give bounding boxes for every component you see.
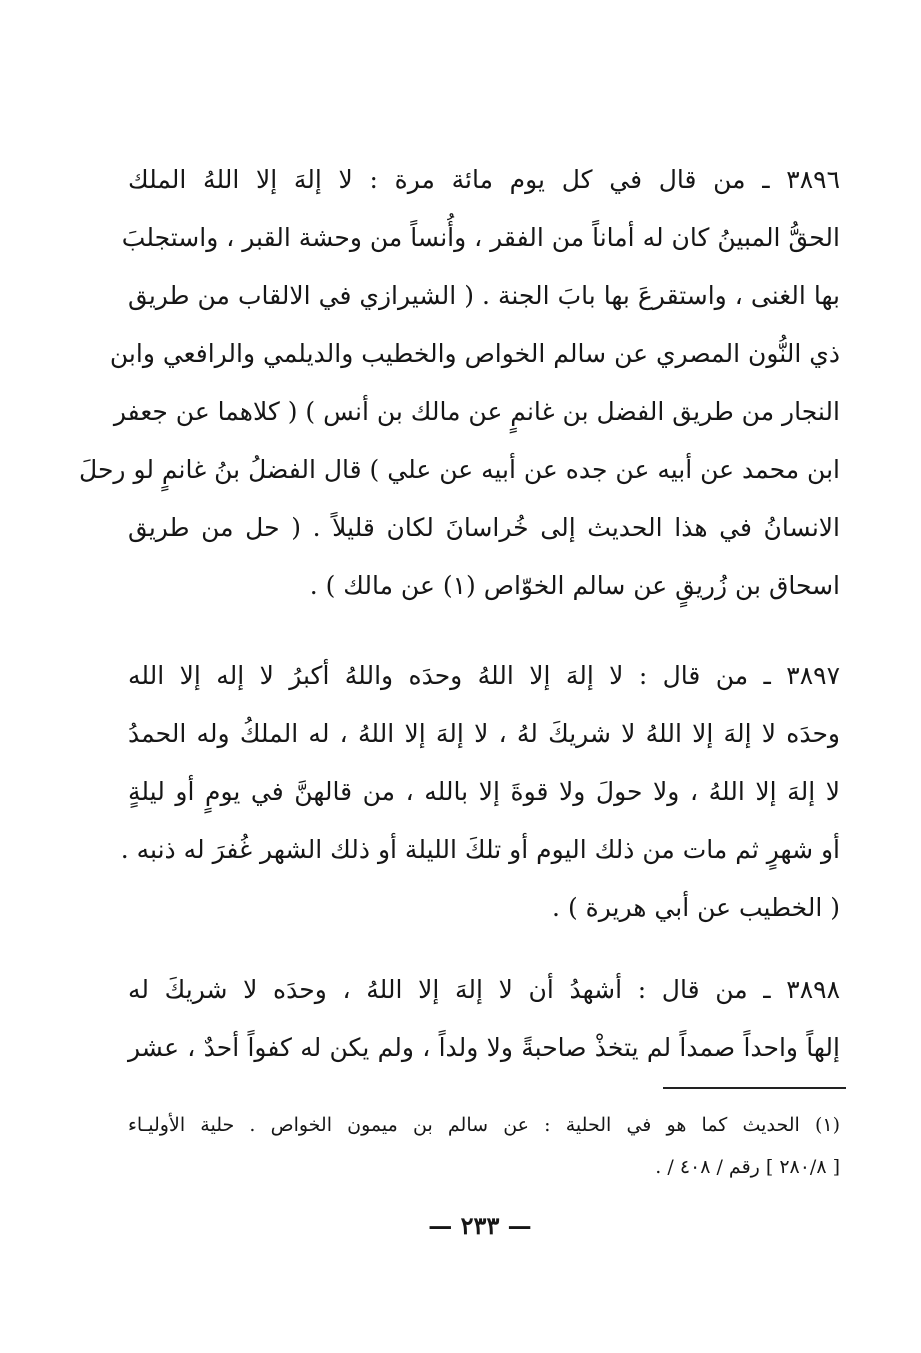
text-line: ابن محمد عن أبيه عن جده عن أبيه عن علي ) قال الفضلُ بنُ غانمٍ لو رحلَ [79,455,840,484]
text-line: لا إلهَ إلا اللهُ ، ولا حولَ ولا قوةَ إلا بالله ، من قالهنَّ في يومٍ أو ليلةٍ [128,777,840,806]
footnote-line: (١) الحديث كما هو في الحلية : عن سالم بن ميمون الخواص . حلية الأوليـاء [128,1114,840,1136]
text-line: ٣٨٩٧ ـ من قال : لا إلهَ إلا اللهُ وحدَه واللهُ أكبرُ لا إله إلا الله [128,661,840,690]
hadith-3897 [120,648,840,938]
hadith-3898 [128,962,840,1078]
text-line: الانسانُ في هذا الحديث إلى خُراسانَ لكان قليلاً . ( حل من طريق [128,513,840,542]
text-line: ذي النُّون المصري عن سالم الخواص والخطيب والديلمي والرافعي وابن [109,339,840,368]
text-line: إلهاً واحداً صمداً لم يتخذْ صاحبةً ولا ولداً ، ولم يكن له كفواً أحدٌ ، عشر [128,1033,840,1062]
text-line: بها الغنى ، واستقرعَ بها بابَ الجنة . ( الشيرازي في الالقاب من طريق [128,281,840,310]
text-line: أو شهرٍ ثم مات من ذلك اليوم أو تلكَ الليلة أو ذلك الشهر غُفرَ له ذنبه . [120,835,840,864]
text-line: النجار من طريق الفضل بن غانمٍ عن مالك بن أنس ) ( كلاهما عن جعفر [113,397,840,426]
text-line: ٣٨٩٨ ـ من قال : أشهدُ أن لا إلهَ إلا اللهُ ، وحدَه لا شريكَ له [128,975,840,1004]
page-number: — ٢٣٣ — [428,1211,532,1240]
footnote-line: [ ٢٨٠/٨ ] رقم / ٤٠٨ / . [655,1156,840,1178]
text-line: وحدَه لا إلهَ إلا اللهُ لا شريكَ لهُ ، لا إلهَ إلا اللهُ ، له الملكُ وله الحمدُ [128,719,840,748]
text-line: اسحاق بن زُريقٍ عن سالم الخوّاص (١) عن مالك ) . [309,571,840,600]
text-line: الحقُّ المبينُ كان له أماناً من الفقر ، وأُنساً من وحشة القبر ، واستجلبَ [121,223,840,252]
text-line: ( الخطيب عن أبي هريرة ) . [552,893,840,922]
hadith-3896 [79,152,840,616]
text-line: ٣٨٩٦ ـ من قال في كل يوم مائة مرة : لا إلهَ إلا اللهُ الملك [128,165,840,194]
footnote-separator [663,1087,846,1089]
